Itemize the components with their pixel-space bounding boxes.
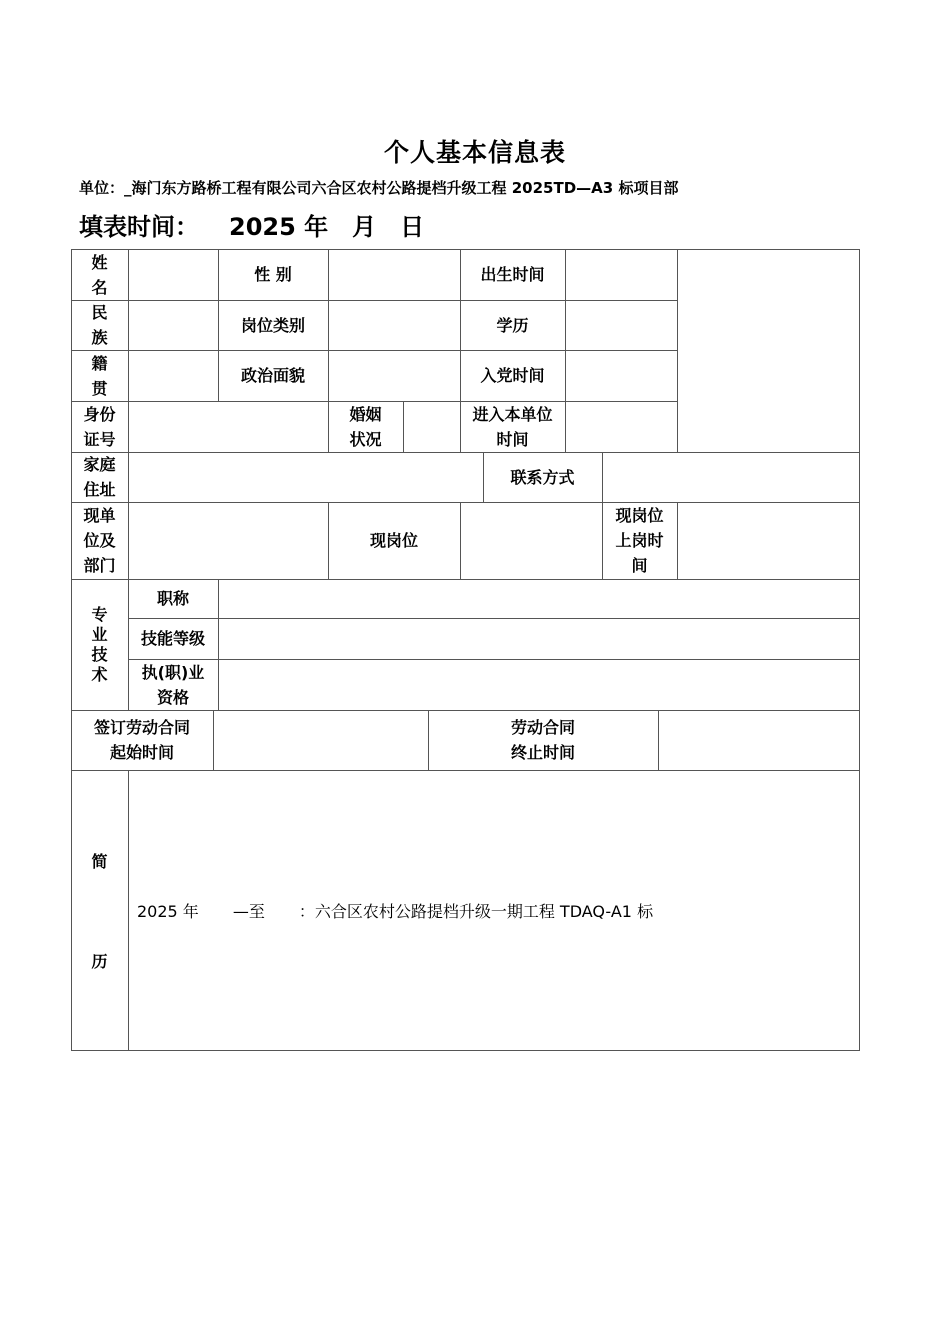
form-title: 个人基本信息表 <box>383 138 566 167</box>
photo-area[interactable] <box>678 250 859 452</box>
id-number-label: 身份证号 <box>83 404 116 449</box>
ethnicity-field[interactable] <box>129 301 218 350</box>
current-post-field[interactable] <box>461 503 602 579</box>
ethnicity-label: 民族 <box>91 303 108 347</box>
info-form-table <box>71 249 860 1051</box>
unit-name: _海门东方路桥工程有限公司六合区农村公路提档升级工程 2025TD—A3 标项目部 <box>124 179 679 197</box>
native-place-field[interactable] <box>129 351 218 401</box>
current-post-start-label: 现岗位上岗时间 <box>615 506 664 575</box>
job-title-label: 职称 <box>156 589 189 608</box>
marital-status-field[interactable] <box>404 402 460 452</box>
professional-tech-label: 专业技术 <box>91 604 108 684</box>
education-label: 学历 <box>496 315 529 335</box>
current-unit-dept-label: 现单位及部门 <box>83 506 116 575</box>
contract-end-label: 劳动合同终止时间 <box>510 718 575 762</box>
contact-label: 联系方式 <box>510 467 575 487</box>
current-post-label: 现岗位 <box>369 531 418 550</box>
fill-time-line <box>79 207 424 242</box>
contract-start-field[interactable] <box>214 711 428 770</box>
contact-field[interactable] <box>603 453 859 502</box>
unit-label: 单位： <box>79 179 125 197</box>
resume-entry[interactable] <box>137 899 653 922</box>
political-status-label: 政治面貌 <box>240 366 305 385</box>
resume-label-2: 历 <box>91 952 108 971</box>
birth-date-label: 出生时间 <box>480 265 545 284</box>
resume-entry-text: ：六合区农村公路提档升级一期工程 TDAQ-A1 标 <box>298 902 654 921</box>
name-label: 姓名 <box>91 252 108 297</box>
unit-line <box>79 177 678 198</box>
skill-level-field[interactable] <box>219 619 859 659</box>
native-place-label: 籍贯 <box>91 353 108 398</box>
resume-to: —至 <box>232 902 265 921</box>
marital-status-label: 婚姻状况 <box>349 404 382 449</box>
fill-day: 日 <box>400 213 425 241</box>
gender-field[interactable] <box>329 250 460 300</box>
name-field[interactable] <box>129 250 218 300</box>
current-post-start-field[interactable] <box>678 503 859 579</box>
political-status-field[interactable] <box>329 351 460 401</box>
resume-year: 2025 年 <box>137 902 199 921</box>
post-category-label: 岗位类别 <box>240 315 305 335</box>
education-field[interactable] <box>566 301 677 350</box>
practice-qualification-label: 执(职)业资格 <box>141 662 205 707</box>
resume-label-1: 简 <box>91 852 108 871</box>
join-unit-date-label: 进入本单位时间 <box>472 404 553 449</box>
contract-end-field[interactable] <box>659 711 859 770</box>
gender-label: 性 别 <box>254 265 292 284</box>
job-title-field[interactable] <box>219 580 859 618</box>
party-join-date-label: 入党时间 <box>480 366 545 385</box>
current-unit-dept-field[interactable] <box>129 503 328 579</box>
fill-month: 月 <box>352 213 377 241</box>
post-category-field[interactable] <box>329 301 460 350</box>
contract-start-label: 签订劳动合同起始时间 <box>93 718 190 762</box>
home-address-label: 家庭住址 <box>83 455 116 499</box>
practice-qualification-field[interactable] <box>219 660 859 710</box>
join-unit-date-field[interactable] <box>566 402 677 452</box>
skill-level-label: 技能等级 <box>140 629 205 648</box>
id-number-field[interactable] <box>129 402 328 452</box>
party-join-date-field[interactable] <box>566 351 677 401</box>
birth-date-field[interactable] <box>566 250 677 300</box>
fill-time-label: 填表时间： <box>79 213 199 241</box>
fill-year: 2025 年 <box>229 213 329 241</box>
home-address-field[interactable] <box>129 453 483 502</box>
